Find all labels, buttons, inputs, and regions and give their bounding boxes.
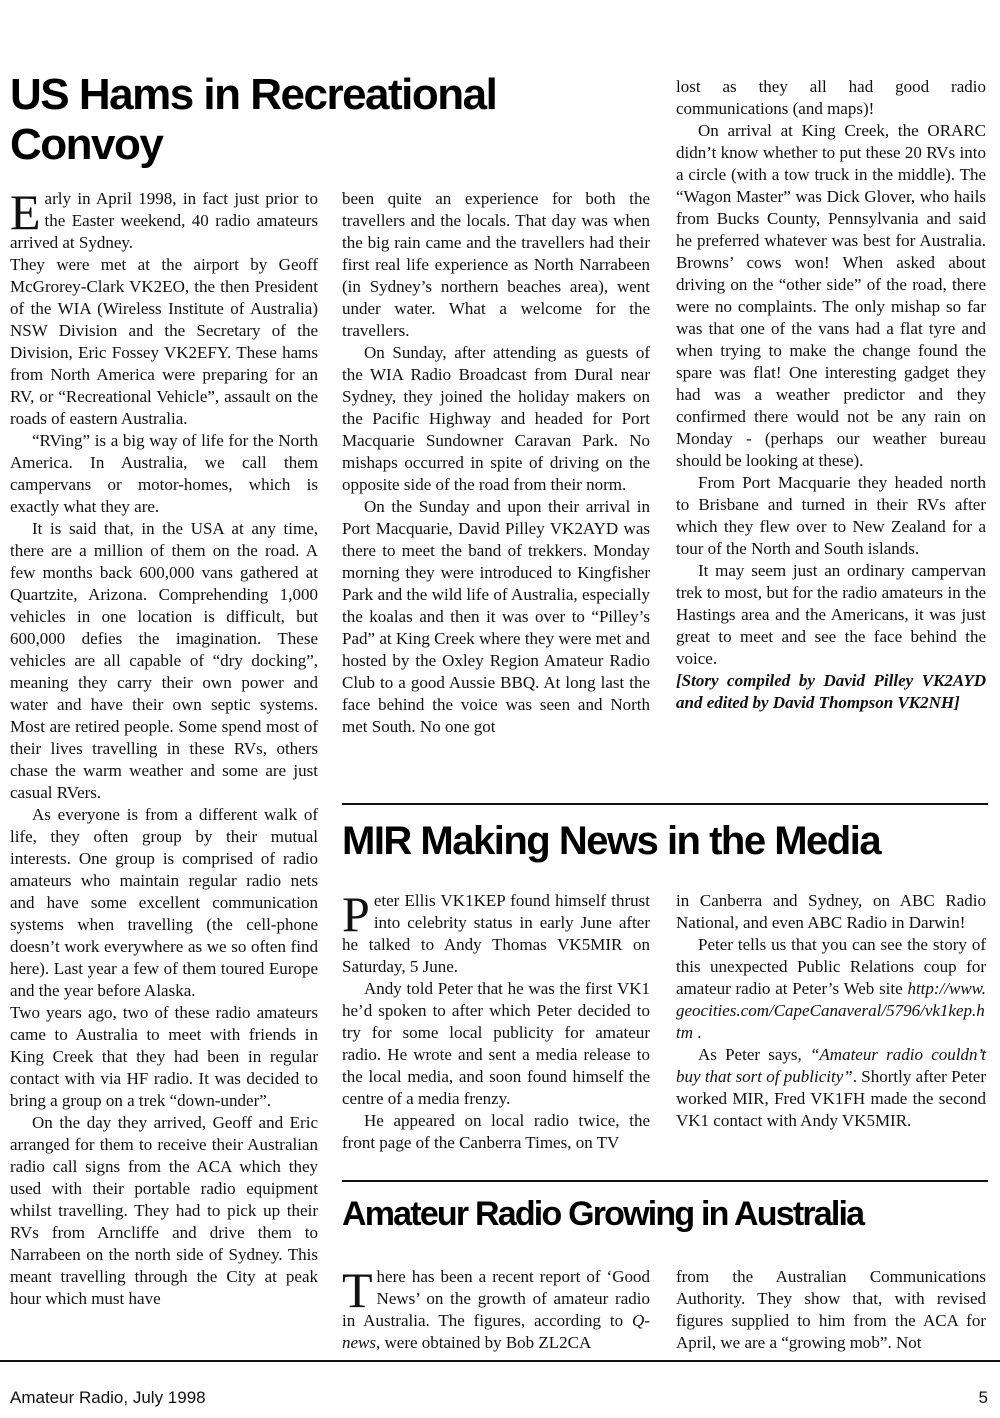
section-divider xyxy=(342,803,988,805)
article2-column-2 xyxy=(676,890,986,1132)
paragraph: There has been a recent report of ‘Good News’ on the growth of amateur radio in Australia. The figures, according to Q-news, were obtained by Bob ZL2CA xyxy=(342,1262,650,1352)
paragraph: in Canberra and Sydney, on ABC Radio National, and even ABC Radio in Darwin! xyxy=(676,891,986,932)
article3-column-1 xyxy=(342,1262,650,1354)
web-site-link[interactable]: http://www.geocities.com/CapeCanaveral/5796/vk1kep.htm xyxy=(676,979,986,1042)
paragraph: “RVing” is a big way of life for the North America. In Australia, we call them campervans or motor-homes, which is exactly what they are. xyxy=(10,431,318,516)
paragraph: been quite an experience for both the travellers and the locals. That day was when the big rain came and the travellers had their first real life experience as North Narrabeen (in Sydney’s northern beaches area), went under water. What a welcome for the travellers. xyxy=(342,189,650,340)
article3-title: Amateur Radio Growing in Australia xyxy=(342,1195,864,1233)
drop-cap: P xyxy=(342,886,370,942)
paragraph: lost as they all had good radio communications (and maps)! xyxy=(676,77,986,118)
quote: “Amateur radio couldn’t buy that sort of publicity” xyxy=(676,1045,986,1086)
paragraph: Andy told Peter that he was the first VK1 he’d spoken to after which Peter decided to try for some local publicity for amateur radio. He wrote and sent a media release to the local media, and soon found himself the centre of a media frenzy. xyxy=(342,979,650,1108)
footer-publication: Amateur Radio, July 1998 xyxy=(10,1388,206,1407)
section-divider xyxy=(342,1180,988,1182)
article1-title: US Hams in Recreational Convoy xyxy=(10,70,497,169)
paragraph: On arrival at King Creek, the ORARC didn’t know whether to put these 20 RVs into a circle (with a tow truck in the middle). The “Wagon Master” was Dick Glover, who hails from Bucks County, Pennsylvania and said he preferred whatever was best for Australia. Browns’ cows won! When asked about driving on the “other side” of the road, there were no complaints. The only mishap so far was that one of the vans had a flat tyre and when trying to make the change found the spare was flat! One interesting gadget they had was a weather predictor and they confirmed there would not be any rain on Monday - (perhaps our weather bureau should be looking at these). xyxy=(676,121,986,470)
paragraph: On Sunday, after attending as guests of the WIA Radio Broadcast from Dural near Sydney, they joined the holiday makers on the Pacific Highway and headed for Port Macquarie Sundowner Caravan Park. No mishaps occurred in spite of driving on the opposite side of the road from their norm. xyxy=(342,343,650,494)
paragraph: As Peter says, “Amateur radio couldn’t buy that sort of publicity”. Shortly after Peter worked MIR, Fred VK1FH made the second VK1 contact with Andy VK5MIR. xyxy=(676,1045,987,1130)
paragraph: They were met at the airport by Geoff McGrorey-Clark VK2EO, the then President of the WIA (Wireless Institute of Australia) NSW Division and the Secretary of the Division, Eric Fossey VK2EFY. These hams from North America were preparing for an RV, or “Recreational Vehicle”, assault on the roads of eastern Australia. xyxy=(10,255,318,428)
paragraph: Peter tells us that you can see the story of this unexpected Public Relations coup for amateur radio at Peter’s Web site http://www.geocities.com/CapeCanaveral/5796/vk1kep.htm . xyxy=(676,935,986,1042)
paragraph: It is said that, in the USA at any time, there are a million of them on the road. A few months back 600,000 vans gathered at Quartzite, Arizona. Comprehending 1,000 vehicles in one location is difficult, but 600,000 defies the imagination. These vehicles are all capable of “dry docking”, meaning they carry their own power and water and have their own septic systems. Most are retired people. Some spend most of their lives travelling in these RVs, others chase the warm weather and some are just casual RVers. xyxy=(10,519,318,802)
footer-rule xyxy=(0,1360,1000,1362)
article1-column-3 xyxy=(676,76,986,714)
paragraph: He appeared on local radio twice, the front page of the Canberra Times, on TV xyxy=(342,1111,650,1152)
story-credit: [Story compiled by David Pilley VK2AYD and edited by David Thompson VK2NH] xyxy=(676,671,986,712)
paragraph: On the day they arrived, Geoff and Eric arranged for them to receive their Australian radio call signs from the ACA which they used with their portable radio equipment whilst travelling. They had to pick up their RVs from Arncliffe and drive them to Narrabeen on the north side of Sydney. This meant travelling through the City at peak hour which must have xyxy=(10,1113,318,1308)
article2-title: MIR Making News in the Media xyxy=(342,819,881,863)
paragraph: It may seem just an ordinary campervan trek to most, but for the radio amateurs in the Hastings area and the Americans, it was just great to meet and see the face behind the voice. xyxy=(676,561,986,668)
paragraph: from the Australian Communications Authority. They show that, with revised figures supplied to him from the ACA for April, we are a “growing mob”. Not xyxy=(676,1267,986,1352)
paragraph: On the Sunday and upon their arrival in Port Macquarie, David Pilley VK2AYD was there to meet the band of trekkers. Monday morning they were introduced to Kingfisher Park and the wild life of Australia, especially the koalas and then it was over to “Pilley’s Pad” at King Creek where they were met and hosted by the Oxley Region Amateur Radio Club to a good Aussie BBQ. At long last the face behind the voice was seen and North met South. No one got xyxy=(342,497,650,736)
article2-column-1 xyxy=(342,886,650,1154)
drop-cap: T xyxy=(342,1262,373,1318)
drop-cap: E xyxy=(10,184,41,240)
paragraph: Peter Ellis VK1KEP found himself thrust into celebrity status in early June after he talked to Andy Thomas VK5MIR on Saturday, 5 June. xyxy=(342,886,650,976)
article1-column-2 xyxy=(342,188,650,738)
page-number: 5 xyxy=(978,1388,988,1407)
paragraph: Early in April 1998, in fact just prior to the Easter weekend, 40 radio amateurs arrived at Sydney. xyxy=(10,184,318,252)
article3-column-2 xyxy=(676,1266,986,1354)
article1-column-1 xyxy=(10,184,318,1310)
paragraph: As everyone is from a different walk of life, they often group by their mutual interests. One group is comprised of radio amateurs who maintain regular radio nets and have some excellent communication systems when travelling (the cell-phone doesn’t work everywhere as we so often find here). Last year a few of them toured Europe and the year before Alaska. xyxy=(10,805,318,1000)
paragraph: Two years ago, two of these radio amateurs came to Australia to meet with friends in King Creek that they had been in regular contact with via HF radio. It was decided to bring a group on a trek “down-under”. xyxy=(10,1003,318,1110)
paragraph: From Port Macquarie they headed north to Brisbane and turned in their RVs after which they flew over to New Zealand for a tour of the North and South islands. xyxy=(676,473,986,558)
